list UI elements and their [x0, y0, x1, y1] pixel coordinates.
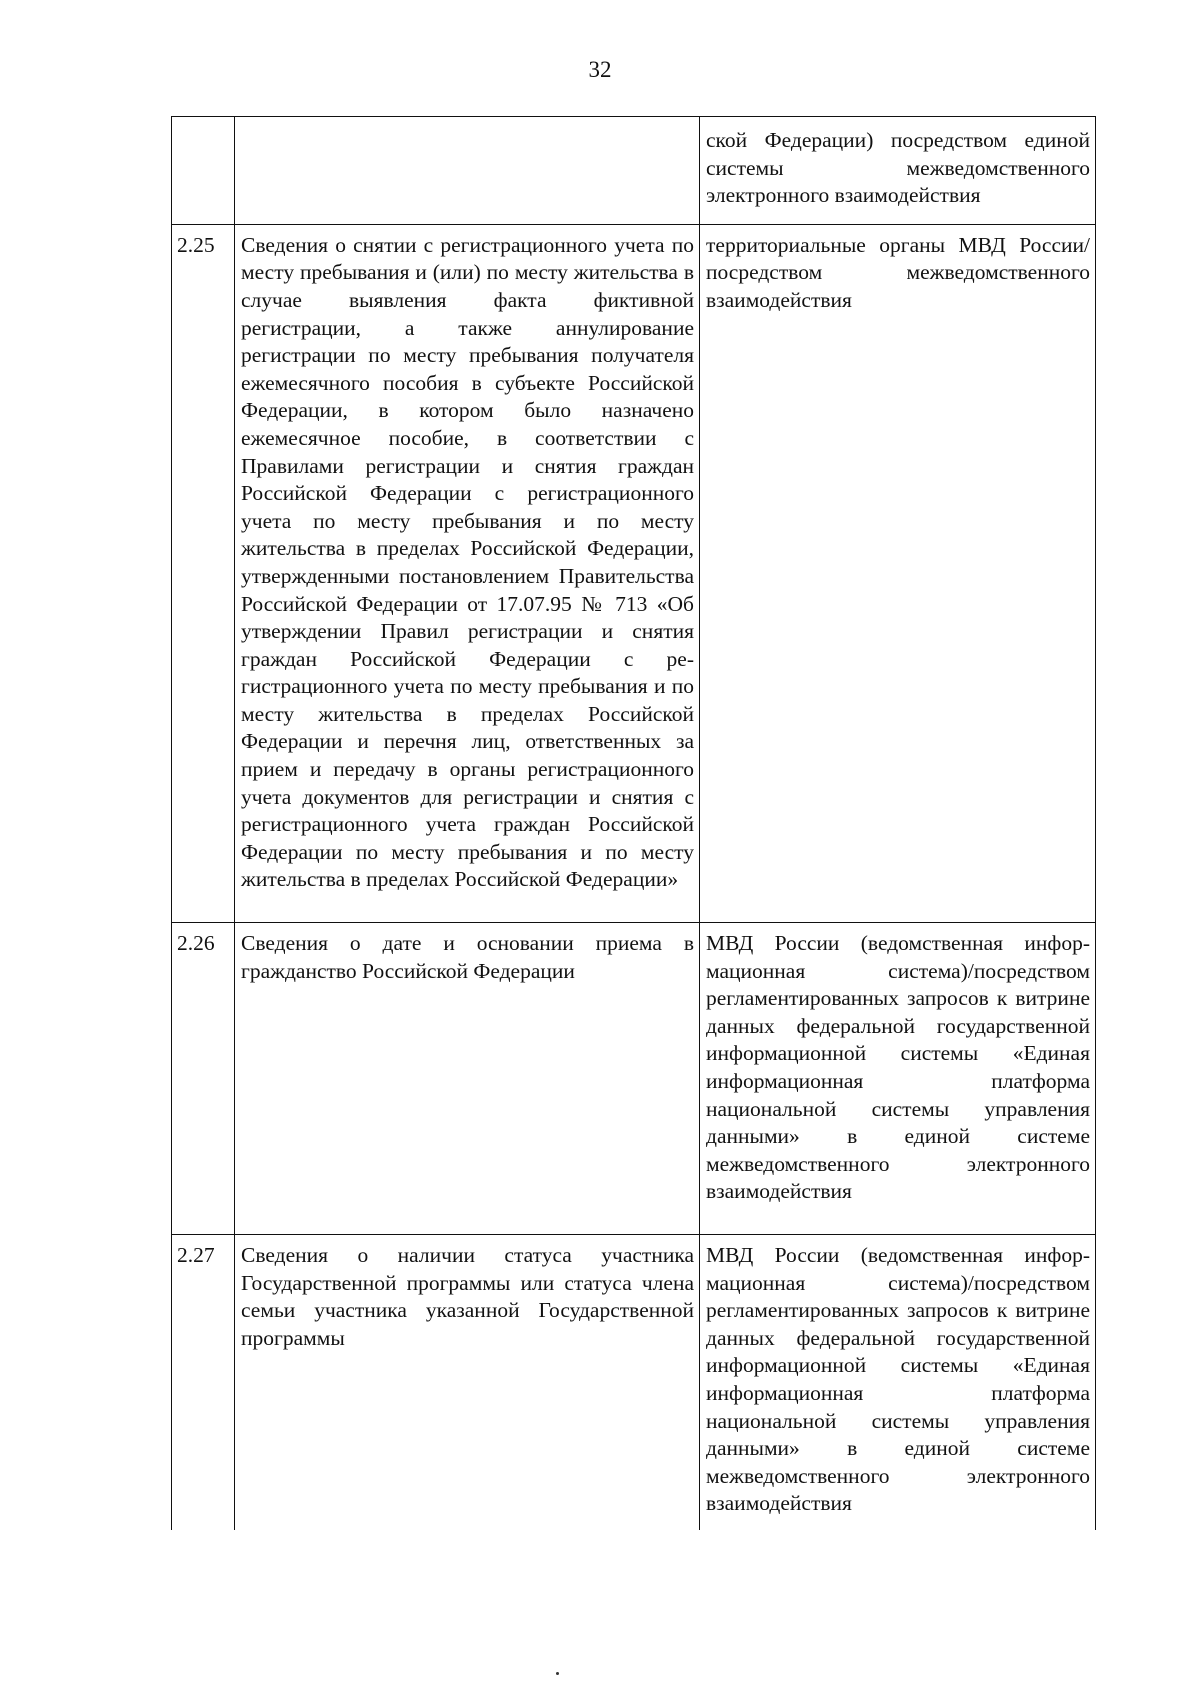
row-number-cell: 2.27	[172, 1234, 235, 1529]
row-number-cell: 2.25	[172, 224, 235, 922]
row-source-cell: МВД России (ведомственная информационная система)/посредством регламентированных запросов к витрине данных федеральной государственной информационной системы «Единая информационная платформа национальной системы управления данными» в единой системе межведомственного электронного взаимодействия	[700, 923, 1096, 1235]
table-row	[172, 224, 1096, 922]
row-number-cell: 2.26	[172, 923, 235, 1235]
table-row	[172, 117, 1096, 225]
row-description-cell: Сведения о наличии статуса участника Государственной программы или статуса члена семьи участника указанной Государственной программы	[235, 1234, 700, 1529]
row-source-cell: территориальные органы МВД России/посредством межведомственного взаимодействия	[700, 224, 1096, 922]
table-row	[172, 923, 1096, 1235]
row-description-cell: Сведения о снятии с регистрационного учета по месту пребывания и (или) по месту жительства в случае выявления факта фиктивной регистрации, а также аннулирование регистрации по месту пребывания получателя ежемесячного пособия в субъекте Российской Федерации, в котором было назначено ежемесячное пособие, в соответствии с Правилами регистрации и снятия граждан Российской Федерации с регистрационного учета по месту пребывания и по месту жительства в пределах Российской Федерации, утвержденными постановлением Правительства Российской Федерации от 17.07.95 № 713 «Об утверждении Правил регистрации и снятия граждан Российской Федерации с регистрационного учета по месту пребывания и по месту жительства в пределах Российской Федерации и перечня лиц, ответственных за прием и передачу в органы регистрационного учета документов для регистрации и снятия с регистрационного учета граждан Российской Федерации по месту пребывания и по месту жительства в пределах Российской Федерации»	[235, 224, 700, 922]
row-source-cell: МВД России (ведомственная информационная система)/посредством регламентированных запросов к витрине данных федеральной государственной информационной системы «Единая информационная платформа национальной системы управления данными» в единой системе межведомственного электронного взаимодействия	[700, 1234, 1096, 1529]
table-row	[172, 1234, 1096, 1529]
row-description-cell: Сведения о дате и основании приема в гражданство Российской Федерации	[235, 923, 700, 1235]
row-source-cell: ской Федерации) посредством единой системы межведомственного электронного взаимодействия	[700, 117, 1096, 225]
row-number-cell	[172, 117, 235, 225]
page-number: 32	[588, 57, 612, 82]
scan-speck	[556, 1672, 559, 1675]
row-description-cell	[235, 117, 700, 225]
data-sources-table	[171, 116, 1096, 1530]
